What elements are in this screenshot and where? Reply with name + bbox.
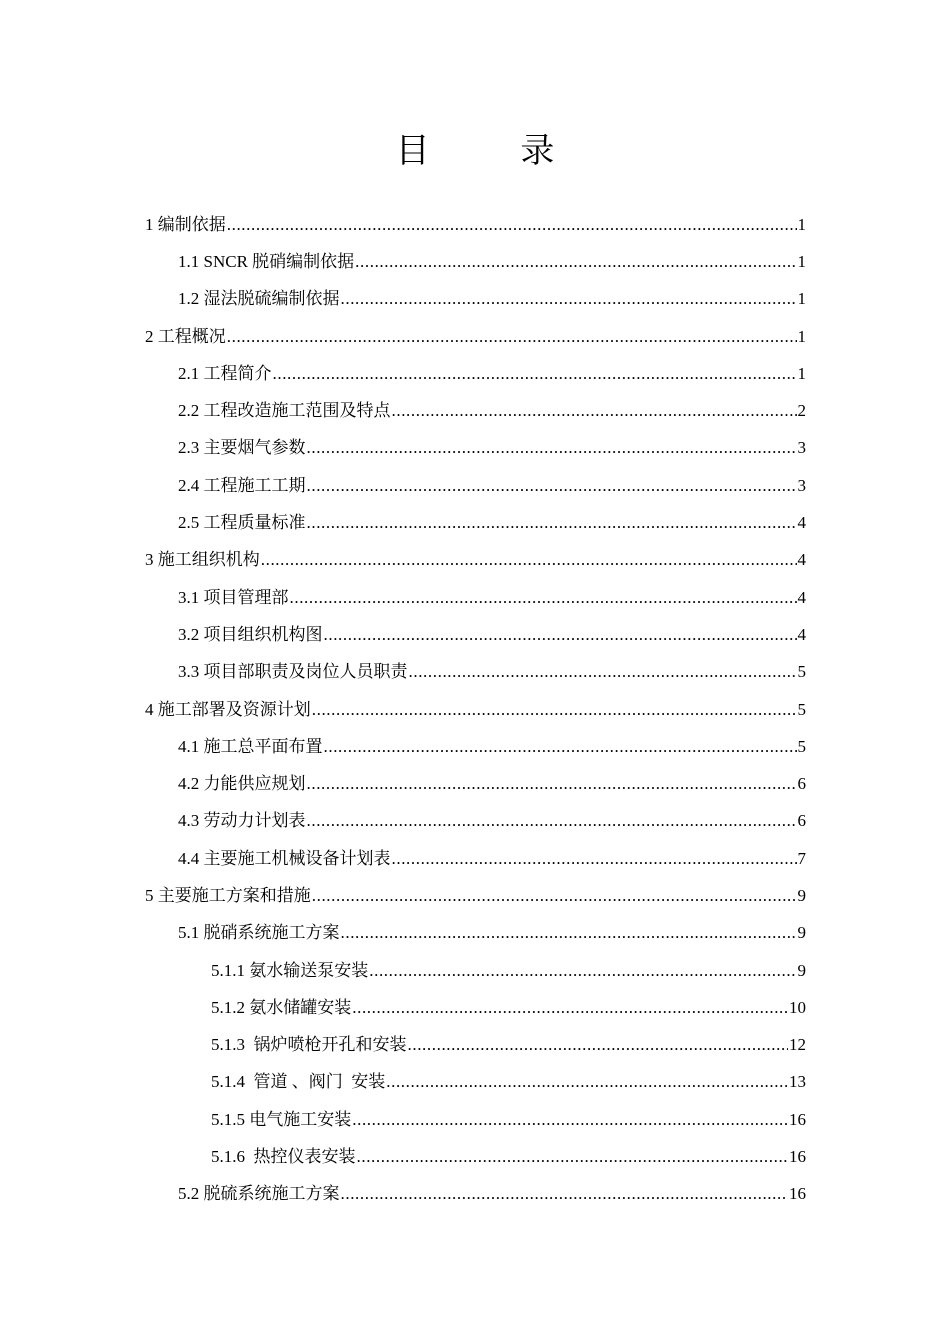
toc-entry[interactable] bbox=[0, 616, 950, 653]
toc-entry-page-number: 5 bbox=[797, 699, 806, 719]
toc-entry-label: 5.1 脱硝系统施工方案 bbox=[178, 923, 340, 943]
toc-entry-label: 3.1 项目管理部 bbox=[178, 587, 289, 607]
toc-entry[interactable] bbox=[0, 654, 950, 691]
toc-entry-label: 1.2 湿法脱硫编制依据 bbox=[178, 289, 340, 309]
toc-entry[interactable] bbox=[0, 765, 950, 802]
toc-entry-page-number: 3 bbox=[797, 438, 806, 458]
toc-dot-leader bbox=[392, 848, 797, 870]
toc-entry[interactable] bbox=[0, 1138, 950, 1175]
toc-dot-leader bbox=[352, 997, 788, 1019]
toc-dot-leader bbox=[408, 1034, 789, 1056]
toc-entry[interactable] bbox=[0, 243, 950, 280]
toc-dot-leader bbox=[261, 549, 797, 571]
toc-dot-leader bbox=[355, 251, 796, 273]
toc-entry[interactable] bbox=[0, 504, 950, 541]
toc-entry-label: 3.2 项目组织机构图 bbox=[178, 624, 323, 644]
toc-dot-leader bbox=[227, 326, 797, 348]
toc-dot-leader bbox=[369, 960, 796, 982]
toc-entry-label: 5.1.3 锅炉喷枪开孔和安装 bbox=[211, 1035, 407, 1055]
toc-entry-label: 1.1 SNCR 脱硝编制依据 bbox=[178, 251, 355, 271]
toc-entry-page-number: 2 bbox=[797, 401, 806, 421]
toc-entry-label: 4.2 力能供应规划 bbox=[178, 774, 306, 794]
toc-dot-leader bbox=[386, 1071, 788, 1093]
toc-entry-page-number: 4 bbox=[797, 550, 806, 570]
toc-entry-label: 2.5 工程质量标准 bbox=[178, 513, 306, 533]
toc-entry-page-number: 7 bbox=[797, 848, 806, 868]
toc-entry[interactable] bbox=[0, 728, 950, 765]
toc-dot-leader bbox=[357, 1146, 789, 1168]
toc-entry[interactable] bbox=[0, 206, 950, 243]
toc-entry-label: 5 主要施工方案和措施 bbox=[145, 885, 311, 905]
toc-entry[interactable] bbox=[0, 952, 950, 989]
toc-entry[interactable] bbox=[0, 430, 950, 467]
toc-entry[interactable] bbox=[0, 318, 950, 355]
toc-entry-page-number: 9 bbox=[797, 923, 806, 943]
toc-entry[interactable] bbox=[0, 989, 950, 1026]
toc-entry-page-number: 5 bbox=[797, 662, 806, 682]
toc-entry[interactable] bbox=[0, 355, 950, 392]
toc-entry-label: 5.1.4 管道 、阀门 安装 bbox=[211, 1072, 386, 1092]
toc-entry-label: 4.1 施工总平面布置 bbox=[178, 736, 323, 756]
toc-entry-label: 5.1.2 氨水储罐安装 bbox=[211, 997, 352, 1017]
toc-entry-label: 4 施工部署及资源计划 bbox=[145, 699, 311, 719]
toc-entry[interactable] bbox=[0, 392, 950, 429]
toc-entry-label: 2.3 主要烟气参数 bbox=[178, 438, 306, 458]
toc-entry-page-number: 6 bbox=[797, 774, 806, 794]
toc-entry-page-number: 10 bbox=[789, 997, 806, 1017]
toc-dot-leader bbox=[324, 736, 797, 758]
toc-entry-page-number: 9 bbox=[797, 960, 806, 980]
toc-entry-label: 3.3 项目部职责及岗位人员职责 bbox=[178, 662, 408, 682]
toc-entry[interactable] bbox=[0, 467, 950, 504]
toc-entry-label: 2.4 工程施工工期 bbox=[178, 475, 306, 495]
toc-entry-page-number: 1 bbox=[797, 214, 806, 234]
toc-dot-leader bbox=[312, 885, 797, 907]
toc-entry-page-number: 16 bbox=[789, 1184, 806, 1204]
toc-entry[interactable] bbox=[0, 542, 950, 579]
toc-dot-leader bbox=[341, 922, 797, 944]
toc-entry[interactable] bbox=[0, 1176, 950, 1213]
toc-entry-page-number: 16 bbox=[789, 1147, 806, 1167]
toc-dot-leader bbox=[392, 400, 797, 422]
toc-dot-leader bbox=[290, 587, 797, 609]
toc-entry-page-number: 3 bbox=[797, 475, 806, 495]
toc-dot-leader bbox=[352, 1109, 788, 1131]
toc-entry-page-number: 16 bbox=[789, 1109, 806, 1129]
toc-entry-label: 1 编制依据 bbox=[145, 214, 226, 234]
toc-dot-leader bbox=[409, 661, 797, 683]
toc-dot-leader bbox=[307, 512, 797, 534]
toc-entry[interactable] bbox=[0, 1027, 950, 1064]
toc-entry[interactable] bbox=[0, 877, 950, 914]
toc-entry-page-number: 12 bbox=[789, 1035, 806, 1055]
toc-dot-leader bbox=[307, 810, 797, 832]
toc-entry-label: 5.1.5 电气施工安装 bbox=[211, 1109, 352, 1129]
toc-entry[interactable] bbox=[0, 691, 950, 728]
toc-entry[interactable] bbox=[0, 579, 950, 616]
toc-entry[interactable] bbox=[0, 1064, 950, 1101]
toc-entry-page-number: 9 bbox=[797, 885, 806, 905]
toc-entry-page-number: 1 bbox=[797, 326, 806, 346]
toc-entry-label: 2 工程概况 bbox=[145, 326, 226, 346]
page-title: 目 录 bbox=[395, 131, 595, 171]
toc-entry-page-number: 13 bbox=[789, 1072, 806, 1092]
toc-entry-label: 4.3 劳动力计划表 bbox=[178, 811, 306, 831]
toc-entry-page-number: 1 bbox=[797, 251, 806, 271]
toc-entry-page-number: 4 bbox=[797, 587, 806, 607]
toc-dot-leader bbox=[307, 475, 797, 497]
toc-entry-label: 5.1.6 热控仪表安装 bbox=[211, 1147, 356, 1167]
toc-dot-leader bbox=[341, 288, 797, 310]
toc-entry-page-number: 5 bbox=[797, 736, 806, 756]
toc-dot-leader bbox=[324, 624, 797, 646]
toc-entry-label: 5.2 脱硫系统施工方案 bbox=[178, 1184, 340, 1204]
toc-dot-leader bbox=[273, 363, 797, 385]
toc-dot-leader bbox=[312, 699, 797, 721]
toc-entry-label: 3 施工组织机构 bbox=[145, 550, 260, 570]
toc-entry-page-number: 4 bbox=[797, 624, 806, 644]
toc-entry[interactable] bbox=[0, 1101, 950, 1138]
toc-entry-page-number: 6 bbox=[797, 811, 806, 831]
toc-entry[interactable] bbox=[0, 915, 950, 952]
toc-entry-label: 5.1.1 氨水输送泵安装 bbox=[211, 960, 369, 980]
toc-entry-label: 4.4 主要施工机械设备计划表 bbox=[178, 848, 391, 868]
toc-entry[interactable] bbox=[0, 281, 950, 318]
toc-entry-page-number: 1 bbox=[797, 289, 806, 309]
toc-dot-leader bbox=[307, 773, 797, 795]
table-of-contents bbox=[0, 206, 950, 1213]
toc-entry-label: 2.1 工程简介 bbox=[178, 363, 272, 383]
toc-entry-page-number: 4 bbox=[797, 513, 806, 533]
toc-entry[interactable] bbox=[0, 840, 950, 877]
toc-entry[interactable] bbox=[0, 803, 950, 840]
toc-dot-leader bbox=[227, 214, 797, 236]
toc-entry-label: 2.2 工程改造施工范围及特点 bbox=[178, 401, 391, 421]
toc-dot-leader bbox=[307, 437, 797, 459]
toc-entry-page-number: 1 bbox=[797, 363, 806, 383]
toc-dot-leader bbox=[341, 1183, 789, 1205]
